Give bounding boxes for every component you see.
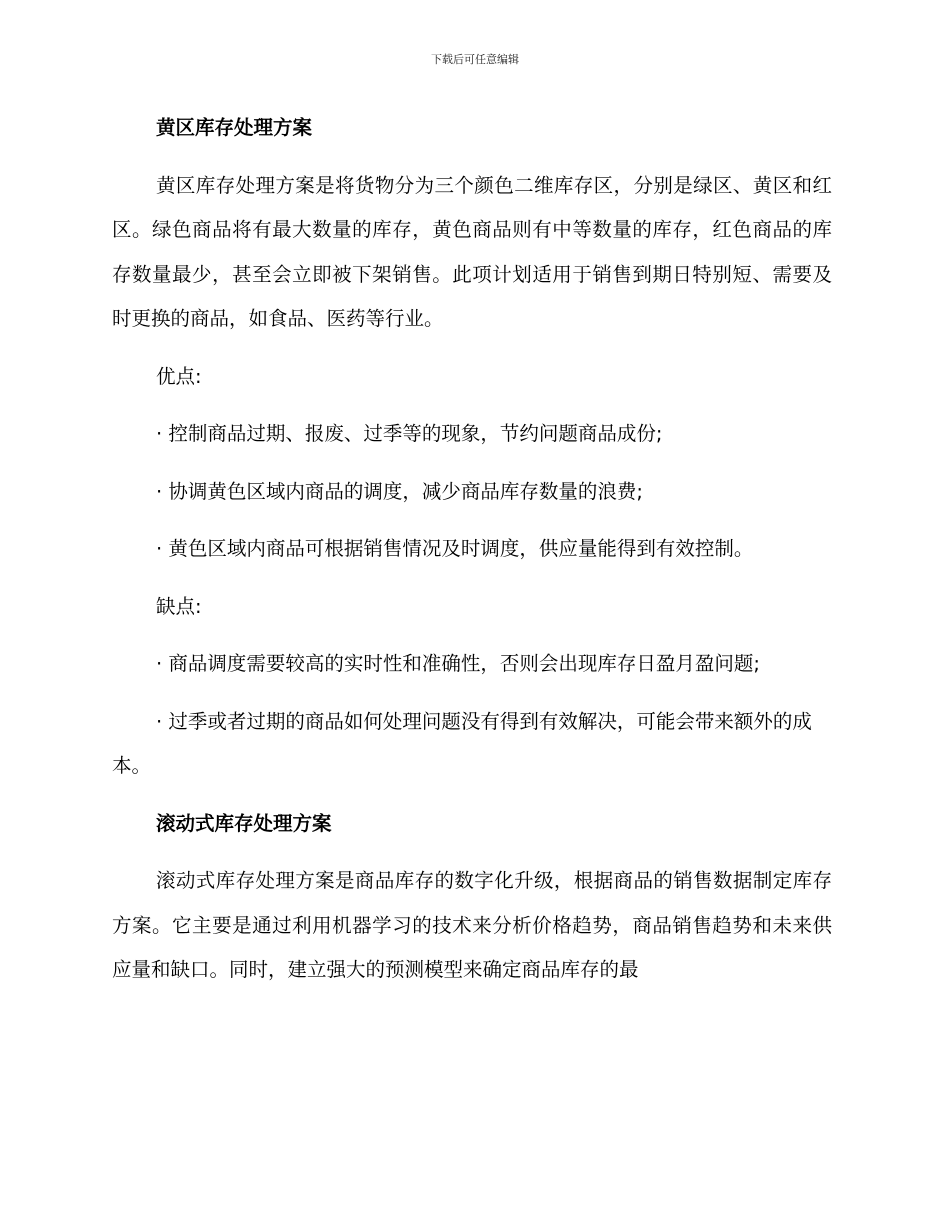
cons-label: 缺点:: [156, 594, 202, 618]
section-heading-rolling: 滚动式库存处理方案: [156, 811, 332, 835]
pros-item-1: · 控制商品过期、报废、过季等的现象，节约问题商品成份;: [156, 422, 663, 445]
pros-item-3: · 黄色区域内商品可根据销售情况及时调度，供应量能得到有效控制。: [156, 537, 754, 560]
section-heading-yellow-zone: 黄区库存处理方案: [156, 116, 313, 139]
pros-label: 优点:: [156, 364, 202, 388]
cons-item-1: · 商品调度需要较高的实时性和准确性，否则会出现库存日盈月盈问题;: [156, 652, 760, 675]
section-paragraph-rolling: 滚动式库存处理方案是商品库存的数字化升级，根据商品的销售数据制定库存方案。它主要是通过利用机器学习的技术来分析价格趋势，商品销售趋势和未来供应量和缺口。同时，建立强大的预测模型来确定商品库存的最: [112, 869, 832, 981]
pros-item-2: · 协调黄色区域内商品的调度，减少商品库存数量的浪费;: [156, 479, 643, 503]
cons-item-2: · 过季或者过期的商品如何处理问题没有得到有效解决，可能会带来额外的成本。: [112, 709, 812, 777]
section-paragraph-yellow-zone: 黄区库存处理方案是将货物分为三个颜色二维库存区，分别是绿区、黄区和红区。绿色商品将有最大数量的库存，黄色商品则有中等数量的库存，红色商品的库存数量最少，甚至会立即被下架销售。此项计划适用于销售到期日特别短、需要及时更换的商品，如食品、医药等行业。: [112, 173, 832, 330]
page-header: 下载后可任意编辑: [431, 53, 519, 66]
document-body: [112, 106, 832, 993]
